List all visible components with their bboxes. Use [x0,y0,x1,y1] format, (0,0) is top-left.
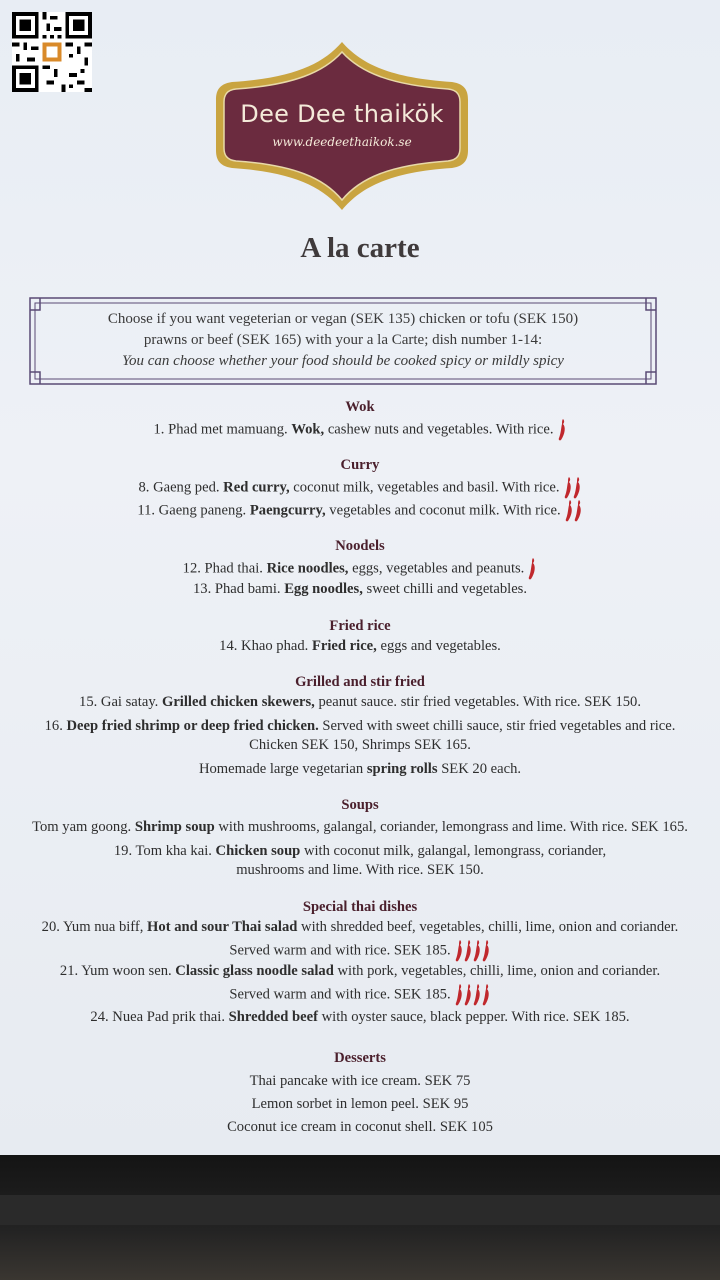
menu-item [0,761,720,778]
chili-icon [558,419,567,441]
section-heading [0,618,720,635]
table-background [0,1155,720,1280]
section-title: Wok [345,399,375,415]
item-name: Fried rice, [311,638,377,654]
section-heading [0,399,720,416]
menu-item [0,558,720,580]
menu-item [0,819,720,836]
chili-icon [574,500,583,522]
chili-icon [482,940,491,962]
section-title: Special thai dishes [302,899,418,915]
menu-item [0,500,720,522]
menu-item [0,940,720,962]
item-name: Classic glass noodle salad [175,963,334,979]
item-text: Chicken SEK 150, Shrimps SEK 165. [249,737,471,753]
item-name: Egg noodles, [284,581,363,597]
qr-code[interactable] [12,12,92,92]
item-name: Chicken soup [215,843,301,859]
menu-item [0,581,720,598]
item-name: Shrimp soup [134,819,215,835]
chili-icon [564,477,573,499]
section-heading [0,674,720,691]
notice-text [28,309,658,372]
section-title: Desserts [334,1050,386,1066]
menu-holder-bar [0,1195,720,1225]
item-name: spring rolls [366,761,438,777]
notice-line-1: Choose if you want vegeterian or vegan (SEK 135) chicken or tofu (SEK 150) [107,311,579,327]
menu-item [0,477,720,499]
section-title: Fried rice [329,618,391,634]
item-description: SEK 20 each. [437,761,522,777]
item-description: peanut sauce. stir fried vegetables. With rice. SEK 150. [314,694,641,710]
section-title: Noodels [335,538,385,554]
section-title: Soups [341,797,379,813]
chili-icon [464,940,473,962]
section-title: Grilled and stir fried [295,674,425,690]
item-text: 21. Yum woon sen. [59,963,176,979]
item-text: Lemon sorbet in lemon peel. SEK 95 [251,1096,469,1112]
menu-item [0,1096,720,1113]
item-description: eggs and vegetables. [376,638,501,654]
menu-item [0,984,720,1006]
chili-icon [565,500,574,522]
chili-icon [464,984,473,1006]
item-text: 1. Phad met mamuang. [153,421,292,438]
item-name: Hot and sour Thai salad [147,919,298,935]
item-text: 16. [44,718,67,734]
item-description: cashew nuts and vegetables. With rice. [324,421,554,438]
menu-item [0,843,720,860]
item-description: sweet chilli and vegetables. [362,581,527,597]
item-description: eggs, vegetables and peanuts. [348,560,525,577]
item-name: Wok, [291,421,325,438]
menu-item [0,1009,720,1026]
item-text: 11. Gaeng paneng. [137,502,250,519]
item-text: 8. Gaeng ped. [138,479,224,496]
item-name: Deep fried shrimp or deep fried chicken. [66,718,319,734]
item-name: Paengcurry, [249,502,326,519]
item-text: mushrooms and lime. With rice. SEK 150. [236,862,484,878]
item-text: 14. Khao phad. [219,638,312,654]
item-text: 20. Yum nua biff, [41,919,148,935]
chili-icon [528,558,537,580]
item-text: Thai pancake with ice cream. SEK 75 [249,1073,471,1089]
item-description: coconut milk, vegetables and basil. With rice. [289,479,560,496]
item-name: Rice noodles, [266,560,349,577]
chili-icon [473,940,482,962]
item-text: 19. Tom kha kai. [113,843,216,859]
section-title: Curry [340,457,380,473]
chili-icon [573,477,582,499]
menu-item [0,862,720,879]
item-description: with pork, vegetables, chilli, lime, onion and coriander. [333,963,661,979]
menu-item [0,737,720,754]
item-text: 24. Nuea Pad prik thai. [90,1009,229,1025]
chili-icon [473,984,482,1006]
page-title: A la carte [300,232,420,264]
item-description: with coconut milk, galangal, lemongrass, coriander, [300,843,607,859]
item-description: with oyster sauce, black pepper. With rice. SEK 185. [317,1009,630,1025]
item-description: with mushrooms, galangal, coriander, lemongrass and lime. With rice. SEK 165. [214,819,688,835]
section-heading [0,797,720,814]
item-description: Served with sweet chilli sauce, stir fried vegetables and rice. [318,718,676,734]
item-name: Grilled chicken skewers, [161,694,315,710]
menu-item [0,1073,720,1090]
menu-item [0,638,720,655]
notice-line-3: You can choose whether your food should be cooked spicy or mildly spicy [122,353,564,369]
item-text: Coconut ice cream in coconut shell. SEK 105 [227,1119,493,1135]
item-text: 12. Phad thai. [182,560,267,577]
chili-icon [455,984,464,1006]
section-heading [0,538,720,555]
section-heading [0,457,720,474]
item-text: Served warm and with rice. SEK 185. [229,986,451,1003]
section-heading [0,1050,720,1067]
section-heading [0,899,720,916]
item-description: with shredded beef, vegetables, chilli, lime, onion and coriander. [297,919,679,935]
chili-icon [455,940,464,962]
item-text: Served warm and with rice. SEK 185. [229,942,451,959]
menu-item [0,419,720,441]
chili-icon [482,984,491,1006]
item-name: Shredded beef [228,1009,318,1025]
menu-item [0,963,720,980]
brand-name: Dee Dee thaikök [240,100,444,128]
item-name: Red curry, [223,479,290,496]
item-text: Homemade large vegetarian [198,761,367,777]
notice-line-2: prawns or beef (SEK 165) with your a la Carte; dish number 1-14: [143,332,543,348]
item-text: 15. Gai satay. [79,694,162,710]
brand-url: www.deedeethaikok.se [272,135,412,149]
menu-item [0,1119,720,1136]
item-text: Tom yam goong. [32,819,135,835]
menu-item [0,919,720,936]
menu-item [0,718,720,735]
item-text: 13. Phad bami. [192,581,285,597]
menu-item [0,694,720,711]
item-description: vegetables and coconut milk. With rice. [325,502,561,519]
